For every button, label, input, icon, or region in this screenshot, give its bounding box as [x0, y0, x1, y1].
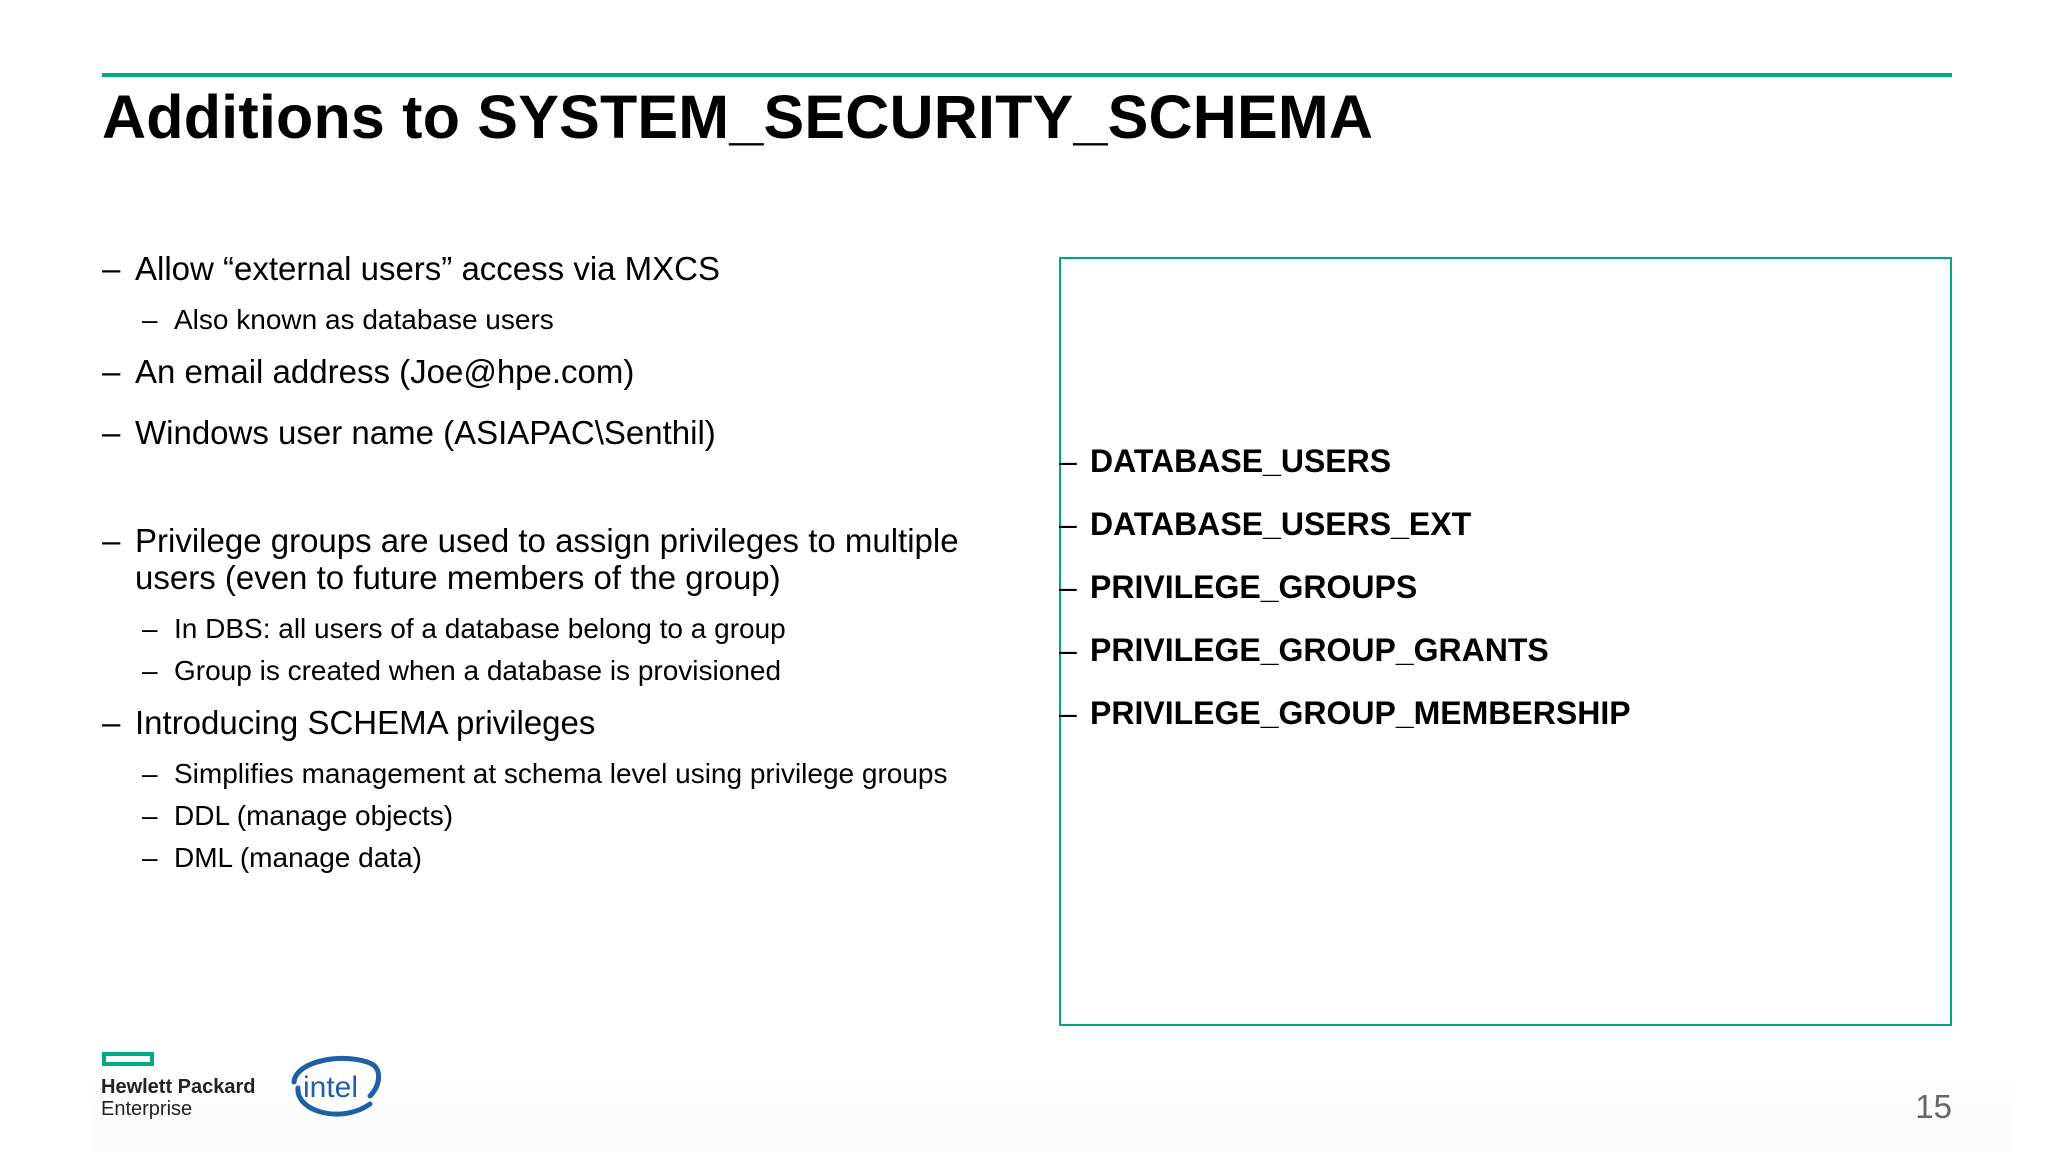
dash: –: [142, 842, 158, 873]
intel-logo-icon: [286, 1052, 382, 1122]
dash: –: [142, 655, 158, 686]
hpe-logo-line1: Hewlett Packard: [101, 1076, 256, 1098]
sub-bullet-text: In DBS: all users of a database belong to a group: [174, 613, 786, 644]
page-number: 15: [1915, 1088, 1952, 1125]
table-item-database-users-ext: [1059, 506, 1631, 543]
sub-bullet-ddl: [142, 799, 1022, 832]
table-item-privilege-groups: [1059, 569, 1631, 606]
spacer: [102, 475, 1022, 522]
sub-bullet-text: Simplifies management at schema level using privilege groups: [174, 758, 948, 789]
sub-bullet-database-users: [142, 303, 1022, 336]
sub-bullet-text: DML (manage data): [174, 842, 422, 873]
sub-bullet-text: Also known as database users: [174, 304, 554, 335]
bullet-windows-user: [102, 414, 1022, 451]
bullet-privilege-groups: [102, 522, 1022, 596]
table-name: PRIVILEGE_GROUPS: [1090, 569, 1418, 605]
table-name: DATABASE_USERS: [1090, 443, 1392, 479]
bullet-text: An email address (Joe@hpe.com): [135, 353, 635, 390]
dash: –: [102, 353, 121, 390]
hpe-logo-text: [101, 1076, 256, 1120]
table-name: PRIVILEGE_GROUP_GRANTS: [1090, 632, 1549, 668]
table-name: DATABASE_USERS_EXT: [1090, 506, 1472, 542]
title-rule: [102, 73, 1952, 77]
table-name: PRIVILEGE_GROUP_MEMBERSHIP: [1090, 695, 1631, 731]
dash: –: [142, 613, 158, 644]
table-list: [1059, 443, 1631, 758]
sub-bullet-text: DDL (manage objects): [174, 800, 454, 831]
dash: –: [1059, 506, 1077, 542]
hpe-logo-line2: Enterprise: [101, 1098, 193, 1120]
bullet-schema-privileges: [102, 704, 1022, 741]
bullet-text: Windows user name (ASIAPAC\Senthil): [135, 414, 716, 451]
bullet-email-address: [102, 353, 1022, 390]
dash: –: [102, 522, 121, 559]
table-item-privilege-group-grants: [1059, 632, 1631, 669]
dash: –: [142, 758, 158, 789]
sub-bullet-group-created: [142, 654, 1022, 687]
bullet-text: Allow “external users” access via MXCS: [135, 250, 721, 287]
dash: –: [1059, 695, 1077, 731]
dash: –: [1059, 569, 1077, 605]
dash: –: [142, 304, 158, 335]
bullet-text: Introducing SCHEMA privileges: [135, 704, 596, 741]
dash: –: [142, 800, 158, 831]
bullet-text: Privilege groups are used to assign privileges to multiple users (even to future members of the group): [135, 522, 959, 596]
sub-bullet-dml: [142, 841, 1022, 874]
dash: –: [102, 704, 121, 741]
sub-bullet-text: Group is created when a database is provisioned: [174, 655, 782, 686]
hpe-logo-icon: [102, 1052, 154, 1066]
sub-bullet-dbs-users: [142, 612, 1022, 645]
intel-logo-text: intel: [303, 1071, 359, 1104]
dash: –: [102, 250, 121, 287]
table-item-privilege-group-membership: [1059, 695, 1631, 732]
dash: –: [1059, 443, 1077, 479]
dash: –: [102, 414, 121, 451]
dash: –: [1059, 632, 1077, 668]
left-bullet-list: [102, 250, 1022, 891]
slide-title: Additions to SYSTEM_SECURITY_SCHEMA: [102, 83, 1374, 151]
table-item-database-users: [1059, 443, 1631, 480]
bullet-external-users: [102, 250, 1022, 287]
sub-bullet-simplifies: [142, 757, 1022, 790]
